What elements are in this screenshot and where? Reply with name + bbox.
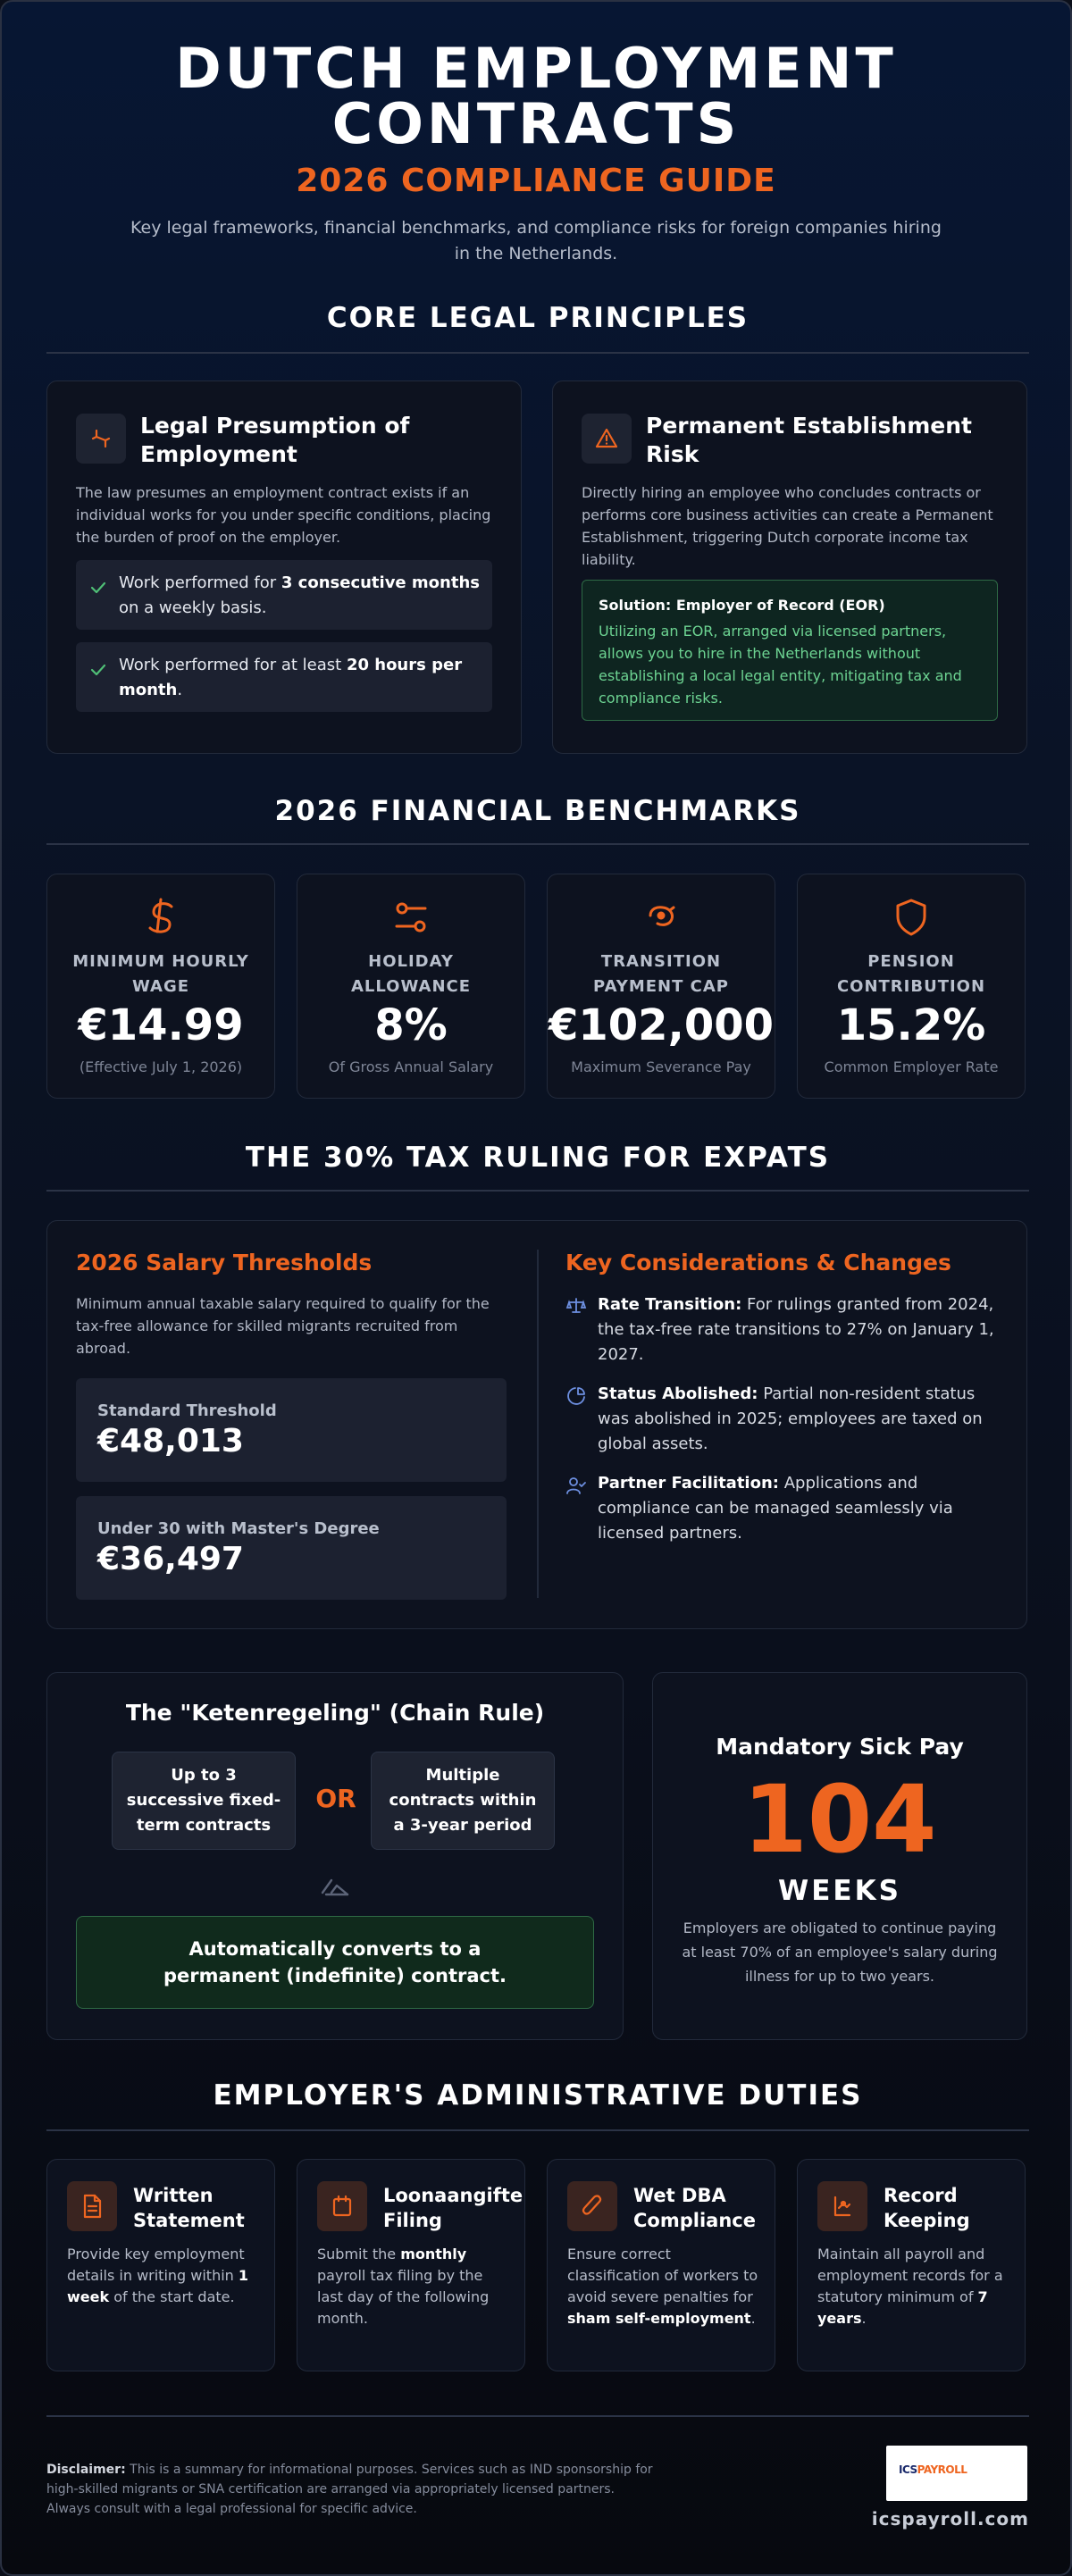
benchmark-card: [297, 874, 525, 1099]
logo-text: ICSPAYROLL: [899, 2463, 967, 2476]
section-title-legal: CORE LEGAL PRINCIPLES: [326, 302, 750, 334]
consideration-text: Rate Transition: For rulings granted from 2024, the tax-free rate transitions to 27% on January 1, 2027.: [598, 1295, 994, 1364]
condition-text: Work performed for at least 20 hours per month.: [119, 656, 463, 699]
chain-rule-title: The "Ketenregeling" (Chain Rule): [125, 1700, 545, 1726]
pe-risk-title: Permanent Establishment Risk: [646, 413, 972, 467]
page-description: Key legal frameworks, financial benchmarks, and compliance risks for foreign companies hiring in the Netherlands.: [130, 218, 942, 263]
section-title-benchmarks: 2026 FINANCIAL BENCHMARKS: [274, 795, 801, 827]
conversion-result: Automatically converts to a permanent (indefinite) contract.: [76, 1916, 594, 2009]
check-icon: [88, 578, 108, 598]
duty-text: Maintain all payroll and employment records for a statutory minimum of 7 years.: [817, 2246, 1003, 2327]
company-logo: [886, 2446, 1027, 2501]
duty-card: [46, 2159, 275, 2371]
section-title-duties: EMPLOYER'S ADMINISTRATIVE DUTIES: [213, 2079, 863, 2112]
thresholds-text: Minimum annual taxable salary required to qualify for the tax-free allowance for skilled migrants recruited from abroad.: [76, 1295, 490, 1357]
benchmark-card: [547, 874, 775, 1099]
duty-text: Ensure correct classification of workers to avoid severe penalties for sham self-employment.: [567, 2246, 758, 2327]
benchmark-label: TRANSITION PAYMENT CAP: [593, 952, 729, 996]
column-divider: [537, 1250, 539, 1598]
chain-rule-card: [46, 1672, 624, 2040]
warning-icon: [582, 414, 632, 464]
pe-risk-card: [552, 381, 1027, 754]
footer-divider: [46, 2415, 1029, 2417]
page-title: DUTCH EMPLOYMENT CONTRACTS: [175, 36, 897, 156]
eor-solution-title: Solution: Employer of Record (EOR): [599, 597, 885, 614]
benchmark-note: Common Employer Rate: [824, 1058, 999, 1075]
duty-card: [297, 2159, 525, 2371]
threshold-label: Standard Threshold: [97, 1401, 277, 1420]
section-divider: [46, 843, 1029, 845]
benchmark-note: (Effective July 1, 2026): [79, 1058, 243, 1075]
condition-item: [76, 642, 492, 712]
duty-card: [547, 2159, 775, 2371]
presumption-text: The law presumes an employment contract exists if an individual works for you under specific conditions, placing the burden of proof on the employer.: [76, 484, 491, 546]
duty-title: Wet DBA Compliance: [633, 2185, 756, 2231]
chain-option-a: Up to 3 successive fixed-term contracts: [112, 1752, 296, 1850]
check-icon: [88, 660, 108, 680]
section-divider: [46, 2129, 1029, 2131]
benchmark-card: [797, 874, 1026, 1099]
condition-text: Work performed for 3 consecutive months on a weekly basis.: [119, 573, 480, 617]
benchmark-label: PENSION CONTRIBUTION: [836, 952, 986, 996]
duty-title: Written Statement: [133, 2185, 245, 2231]
document-icon: [67, 2181, 117, 2231]
tax-ruling-card: [46, 1220, 1027, 1629]
sick-pay-title: Mandatory Sick Pay: [716, 1734, 964, 1760]
benchmark-value: €102,000: [548, 1000, 775, 1050]
paperclip-icon: [567, 2181, 617, 2231]
archive-icon: [817, 2181, 867, 2231]
duty-text: Provide key employment details in writing within 1 week of the start date.: [67, 2246, 249, 2305]
consideration-text: Partner Facilitation: Applications and compliance can be managed seamlessly via licensed partners.: [598, 1474, 953, 1543]
considerations-title: Key Considerations & Changes: [565, 1250, 951, 1275]
sick-pay-unit: WEEKS: [778, 1875, 901, 1907]
disclaimer: Disclaimer: This is a summary for informational purposes. Services such as IND sponsorship for high-skilled migrants or SNA certification are arranged via appropriately licensed partners. Always consult with a legal professional for specific advice.: [46, 2463, 653, 2516]
section-divider: [46, 1190, 1029, 1192]
threshold-value: €36,497: [97, 1541, 244, 1577]
duty-text: Submit the monthly payroll tax filing by the last day of the following month.: [317, 2246, 490, 2327]
piggy-bank-icon: [548, 892, 775, 942]
threshold-value: €48,013: [97, 1423, 244, 1459]
header: [2, 2, 1070, 267]
sick-pay-text: Employers are obligated to continue paying at least 70% of an employee's salary during illness for up to two years.: [682, 1919, 998, 1985]
sick-pay-card: [652, 1672, 1027, 2040]
section-title-tax: THE 30% TAX RULING FOR EXPATS: [245, 1142, 831, 1174]
eor-solution-text: Utilizing an EOR, arranged via licensed partners, allows you to hire in the Netherlands without establishing a local legal entity, mitigating tax and compliance risks.: [599, 623, 962, 707]
duty-title: Record Keeping: [884, 2185, 970, 2231]
or-label: OR: [315, 1784, 356, 1813]
benchmark-value: 15.2%: [836, 1000, 986, 1050]
benchmark-note: Maximum Severance Pay: [571, 1058, 751, 1075]
eor-solution-box: [582, 580, 998, 721]
user-check-icon: [565, 1475, 587, 1496]
benchmark-value: 8%: [374, 1000, 448, 1050]
euro-icon: [47, 892, 274, 942]
shield-icon: [798, 892, 1025, 942]
calendar-icon: [317, 2181, 367, 2231]
pe-risk-text: Directly hiring an employee who concludes contracts or performs core business activities can create a Permanent Establishment, triggering Dutch corporate income tax liability.: [582, 484, 993, 568]
benchmark-label: HOLIDAY ALLOWANCE: [350, 952, 472, 996]
section-divider: [46, 352, 1029, 354]
threshold-box: [76, 1378, 507, 1482]
duty-card: [797, 2159, 1026, 2371]
duty-title: Loonaangifte Filing: [383, 2185, 523, 2231]
balance-icon: [565, 1296, 587, 1316]
page-subtitle: 2026 COMPLIANCE GUIDE: [296, 163, 776, 199]
thresholds-title: 2026 Salary Thresholds: [76, 1250, 373, 1275]
benchmark-value: €14.99: [78, 1000, 244, 1050]
sick-pay-value: 104: [742, 1765, 937, 1874]
benchmark-label: MINIMUM HOURLY WAGE: [72, 952, 249, 996]
threshold-box: [76, 1496, 507, 1600]
threshold-label: Under 30 with Master's Degree: [97, 1519, 380, 1538]
merge-arrow-icon: [317, 1868, 353, 1903]
condition-item: [76, 560, 492, 630]
benchmark-note: Of Gross Annual Salary: [328, 1058, 494, 1075]
website-link[interactable]: icspayroll.com: [871, 2508, 1029, 2530]
presumption-card: [46, 381, 522, 754]
scale-icon: [76, 414, 126, 464]
pie-chart-icon: [565, 1385, 587, 1407]
presumption-title: Legal Presumption of Employment: [140, 413, 410, 467]
benchmark-card: [46, 874, 275, 1099]
chain-option-b: Multiple contracts within a 3-year period: [371, 1752, 555, 1850]
consideration-text: Status Abolished: Partial non-resident status was abolished in 2025; employees are taxed on global assets.: [598, 1384, 983, 1453]
sliders-icon: [297, 892, 524, 942]
